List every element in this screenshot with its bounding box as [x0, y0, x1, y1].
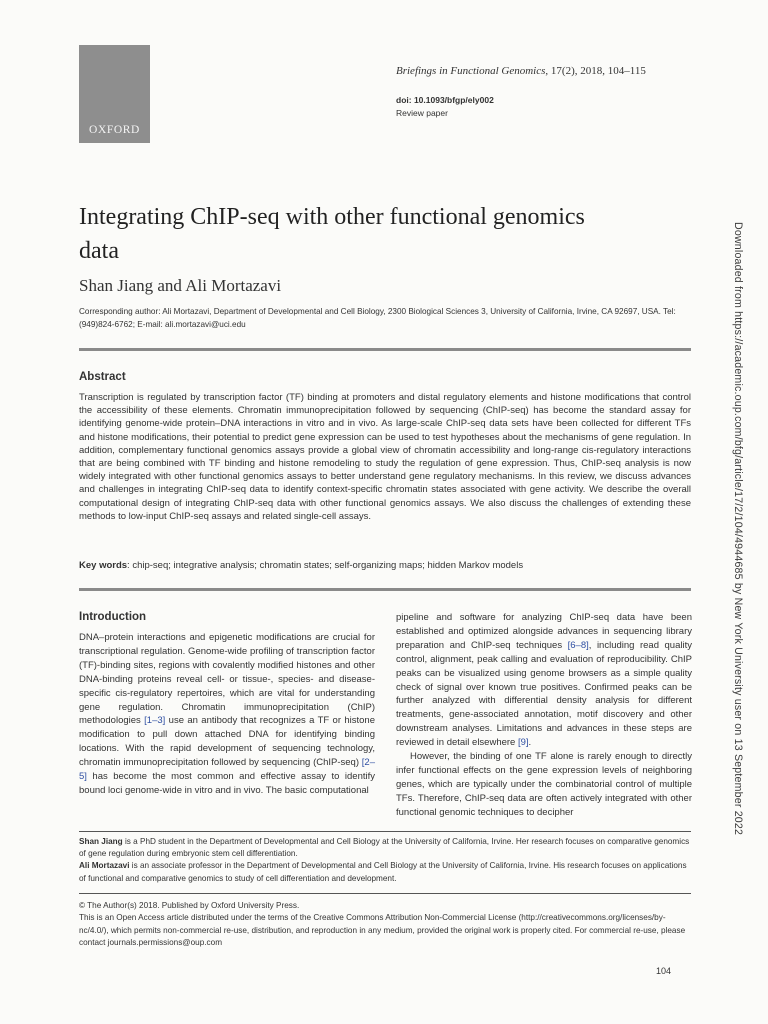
- copyright-line: © The Author(s) 2018. Published by Oxford University Press.: [79, 901, 300, 910]
- bio-name: Shan Jiang: [79, 837, 123, 846]
- license-text: This is an Open Access article distributed under the terms of the Creative Commons Attribution Non-Commercial License (http://creativecommons.org/licenses/by-nc/4.0/), which permits non-commercial re-use, distribution, and reproduction in any medium, provided the original work is properly cited. For commercial re-use, please contact journals.permissions@oup.com: [79, 913, 686, 948]
- journal-citation: [396, 65, 646, 77]
- journal-volume: , 17(2), 2018, 104–115: [545, 65, 646, 77]
- authors: Shan Jiang and Ali Mortazavi: [79, 276, 282, 295]
- oxford-logo: [79, 45, 150, 143]
- author-bio: [79, 860, 691, 884]
- doi: [396, 95, 494, 105]
- citation-link[interactable]: [1–3]: [144, 715, 166, 727]
- intro-column-right: [396, 611, 692, 820]
- license-notice: [79, 900, 691, 950]
- text-run: .: [528, 737, 532, 749]
- download-notice: Downloaded from https://academic.oup.com/bfg/article/17/2/104/4944685 by New York University user on 13 September 2022: [732, 222, 744, 836]
- intro-column-left: [79, 631, 375, 798]
- bio-text: is an associate professor in the Department of Developmental and Cell Biology at the University of California, Irvine. His research focuses on applications of functional and comparative genomics to study of cell differentiation and development.: [79, 861, 687, 883]
- keywords-label: Key words: [79, 560, 128, 571]
- intro-paragraph: However, the binding of one TF alone is rarely enough to directly infer functional effects on the gene expression levels of neighboring genes, which are typically under the combinatorial control of multiple TFs. Therefore, ChIP-seq data are often actively integrated with other functional genomic techniques to decipher: [396, 751, 692, 818]
- citation-link[interactable]: [2–5]: [79, 757, 375, 783]
- text-run: , including read quality control, alignment, peak calling and evaluation of reproducibility. ChIP peaks can be visualized using genome browsers as a simple quality check of signal over known true positives. Confirmed peaks can be further analyzed with differential density analysis for different treatments, gene-associated annotation, motif discovery and other downstream analyses. Limitations and advances in these steps are reviewed in detail elsewhere: [396, 639, 692, 749]
- bio-text: is a PhD student in the Department of Developmental and Cell Biology at the University of California, Irvine. Her research focuses on comparative genomics of gene regulation during embryonic stem cell differentiation.: [79, 837, 690, 859]
- paper-type: Review paper: [396, 108, 448, 118]
- footnote-rule: [79, 893, 691, 894]
- citation-link[interactable]: [6–8]: [567, 639, 589, 651]
- intro-paragraph: [79, 631, 375, 798]
- author-bio: [79, 836, 691, 860]
- corresponding-author: Corresponding author: Ali Mortazavi, Department of Developmental and Cell Biology, 2300 Biological Sciences 3, University of California, Irvine, CA 92697, USA. Tel: (949)824-6762; E-mail: ali.mortazavi@uci.edu: [79, 307, 676, 329]
- introduction-heading: Introduction: [79, 611, 147, 623]
- journal-name: Briefings in Functional Genomics: [396, 65, 546, 77]
- doi-value[interactable]: 10.1093/bfgp/ely002: [411, 95, 494, 105]
- author-bios: [79, 836, 691, 885]
- paper-title: Integrating ChIP-seq with other functional genomics data: [79, 204, 585, 264]
- divider: [79, 348, 691, 351]
- page-number: 104: [656, 966, 672, 976]
- intro-paragraph: [396, 611, 692, 750]
- citation-link[interactable]: [9]: [517, 737, 529, 749]
- keywords: [79, 560, 691, 571]
- text-run: DNA–protein interactions and epigenetic modifications are crucial for transcriptional regulation. Genome-wide profiling of transcription factor (TF)-binding sites, regions with covalently modified histones and other DNA-binding proteins reveal cell- or tissue-, species- and disease-specific cis-regulatory repertoires, which are vital for understanding gene regulation. Chromatin immunoprecipitation (ChIP) methodologies: [79, 632, 375, 727]
- abstract-heading: Abstract: [79, 371, 126, 383]
- footnote-rule: [79, 831, 691, 832]
- text-run: has become the most common and effective assay to identify bound loci genome-wide in vitro and in vivo. The basic computational: [79, 771, 375, 796]
- keywords-value: : chip-seq; integrative analysis; chromatin states; self-organizing maps; hidden Markov models: [127, 560, 524, 571]
- oxford-logo-text: OXFORD: [89, 124, 140, 136]
- text-run: pipeline and software for analyzing ChIP-seq data have been established and optimized alongside advances in sequencing library preparation and ChIP-seq techniques: [396, 612, 692, 651]
- bio-name: Ali Mortazavi: [79, 861, 130, 871]
- abstract-body: Transcription is regulated by transcription factor (TF) binding at promoters and distal regulatory elements and histone modifications that control the accessibility of these elements. Chromatin immunoprecipitation followed by sequencing (ChIP-seq) has become the standard assay for identifying genome-wide protein–DNA interactions in vitro and in vivo. As large-scale ChIP-seq data sets have been collected for different TFs and histone modifications, their potential to predict gene expression can be used to test hypotheses about the mechanisms of gene regulation. In addition, complementary functional genomics assays provide a global view of chromatin accessibility and long-range cis-regulatory interactions that are being combined with TF binding and histone remodeling to study the regulation of gene expression. Thus, ChIP-seq analysis is now widely integrated with other functional genomics assays to better understand gene regulatory mechanisms. In this review, we discuss advances and challenges in integrating ChIP-seq data to identify context-specific chromatin states associated with gene activity. We describe the overall computational design of integrating ChIP-seq data with other functional genomics assays. We also discuss the challenges of extending these methods to low-input ChIP-seq assays and related single-cell assays.: [79, 392, 691, 522]
- text-run: use an antibody that recognizes a TF or histone modification to pull down attached DNA for identifying binding locations. With the rapid development of sequencing technology, chromatin immunoprecipitation followed by sequencing (ChIP-seq): [79, 715, 375, 769]
- doi-label: doi:: [396, 95, 412, 105]
- divider: [79, 588, 691, 591]
